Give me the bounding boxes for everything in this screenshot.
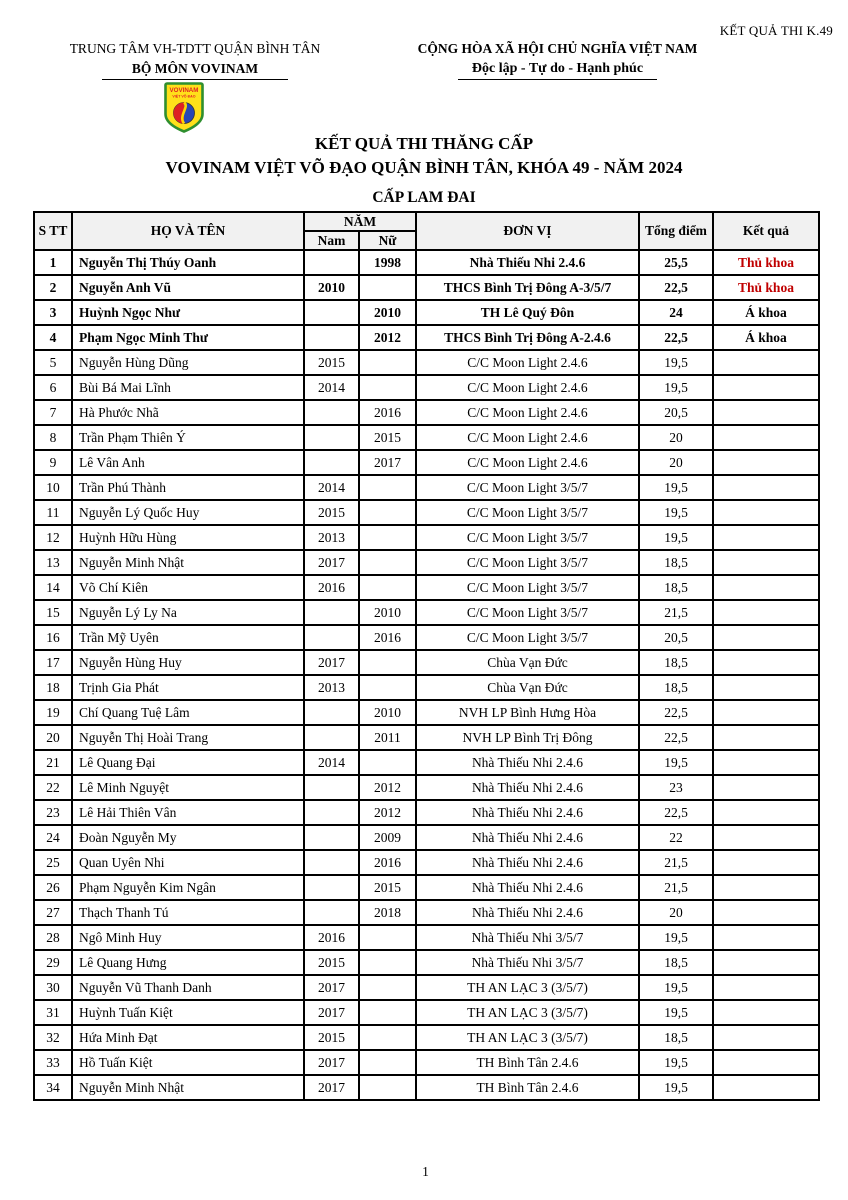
cell-name: Nguyễn Minh Nhật [72,1075,304,1100]
cell-stt: 21 [34,750,72,775]
cell-result [713,1025,819,1050]
cell-stt: 20 [34,725,72,750]
org-department: BỘ MÔN VOVINAM [102,61,288,80]
table-row [34,900,819,925]
cell-result [713,1075,819,1100]
col-header-unit: ĐƠN VỊ [416,212,639,250]
cell-name: Lê Vân Anh [72,450,304,475]
cell-stt: 33 [34,1050,72,1075]
cell-year-male: 2014 [304,375,359,400]
cell-year-male [304,725,359,750]
table-row [34,725,819,750]
cell-year-female [359,675,416,700]
cell-name: Lê Quang Đại [72,750,304,775]
cell-name: Đoàn Nguyễn My [72,825,304,850]
cell-year-female: 2016 [359,400,416,425]
cell-unit: C/C Moon Light 2.4.6 [416,450,639,475]
logo-text-line2: VIỆT VÕ ĐẠO [172,94,196,99]
cell-stt: 32 [34,1025,72,1050]
cell-stt: 27 [34,900,72,925]
cell-unit: C/C Moon Light 2.4.6 [416,400,639,425]
cell-year-male: 2015 [304,500,359,525]
cell-result [713,775,819,800]
cell-year-male: 2016 [304,925,359,950]
table-row [34,525,819,550]
cell-unit: Nhà Thiếu Nhi 2.4.6 [416,250,639,275]
table-row [34,1050,819,1075]
col-header-stt: S TT [34,212,72,250]
cell-name: Lê Minh Nguyệt [72,775,304,800]
cell-unit: Chùa Vạn Đức [416,650,639,675]
cell-total: 18,5 [639,550,713,575]
table-row [34,650,819,675]
table-row [34,875,819,900]
cell-year-female [359,1075,416,1100]
cell-year-female: 2010 [359,700,416,725]
cell-year-female [359,575,416,600]
cell-year-female [359,375,416,400]
cell-result [713,950,819,975]
cell-year-male: 2013 [304,675,359,700]
cell-year-female: 2015 [359,425,416,450]
cell-total: 25,5 [639,250,713,275]
cell-result [713,525,819,550]
cell-year-male: 2017 [304,1000,359,1025]
cell-total: 19,5 [639,500,713,525]
cell-stt: 16 [34,625,72,650]
cell-total: 22 [639,825,713,850]
cell-unit: Nhà Thiếu Nhi 2.4.6 [416,825,639,850]
cell-total: 22,5 [639,325,713,350]
page-number: 1 [422,1164,429,1179]
logo-text-line1: VOVINAM [169,87,199,94]
cell-name: Hà Phước Nhã [72,400,304,425]
cell-result [713,550,819,575]
cell-year-male [304,875,359,900]
table-row [34,925,819,950]
cell-stt: 2 [34,275,72,300]
cell-result [713,850,819,875]
cell-total: 24 [639,300,713,325]
col-header-year-male: Nam [304,231,359,250]
cell-unit: THCS Bình Trị Đông A-2.4.6 [416,325,639,350]
cell-unit: Nhà Thiếu Nhi 2.4.6 [416,800,639,825]
cell-year-male [304,600,359,625]
cell-stt: 30 [34,975,72,1000]
cell-unit: TH Bình Tân 2.4.6 [416,1050,639,1075]
cell-name: Trịnh Gia Phát [72,675,304,700]
cell-result [713,1000,819,1025]
cell-name: Phạm Nguyễn Kim Ngân [72,875,304,900]
cell-result [713,425,819,450]
cell-stt: 5 [34,350,72,375]
table-row [34,1025,819,1050]
cell-year-female: 2017 [359,450,416,475]
cell-year-male: 2015 [304,350,359,375]
cell-year-female [359,550,416,575]
cell-name: Nguyễn Thị Thúy Oanh [72,250,304,275]
cell-unit: Nhà Thiếu Nhi 2.4.6 [416,875,639,900]
table-row [34,850,819,875]
cell-year-female [359,500,416,525]
cell-result [713,800,819,825]
cell-result [713,575,819,600]
cell-result [713,350,819,375]
cell-stt: 28 [34,925,72,950]
document-title-line2: VOVINAM VIỆT VÕ ĐẠO QUẬN BÌNH TÂN, KHÓA 49 - NĂM 2024 [165,158,683,177]
cell-year-female: 2016 [359,625,416,650]
cell-year-male: 2017 [304,1050,359,1075]
cell-name: Nguyễn Minh Nhật [72,550,304,575]
cell-result: Á khoa [713,300,819,325]
cell-unit: Nhà Thiếu Nhi 3/5/7 [416,925,639,950]
cell-total: 19,5 [639,475,713,500]
col-header-result: Kết quả [713,212,819,250]
cell-year-male [304,250,359,275]
cell-unit: TH AN LẠC 3 (3/5/7) [416,1025,639,1050]
cell-stt: 22 [34,775,72,800]
cell-result [713,1050,819,1075]
cell-name: Chí Quang Tuệ Lâm [72,700,304,725]
cell-stt: 3 [34,300,72,325]
org-header [35,41,355,80]
cell-total: 20 [639,450,713,475]
cell-result [713,750,819,775]
table-row [34,675,819,700]
cell-stt: 29 [34,950,72,975]
cell-year-male: 2017 [304,1075,359,1100]
cell-unit: NVH LP Bình Trị Đông [416,725,639,750]
table-row [34,800,819,825]
cell-stt: 14 [34,575,72,600]
cell-total: 19,5 [639,525,713,550]
cell-year-male [304,400,359,425]
cell-total: 18,5 [639,650,713,675]
cell-total: 18,5 [639,575,713,600]
cell-year-male: 2010 [304,275,359,300]
table-row [34,600,819,625]
table-row [34,300,819,325]
cell-stt: 9 [34,450,72,475]
table-row [34,275,819,300]
cell-year-female: 1998 [359,250,416,275]
cell-name: Hồ Tuấn Kiệt [72,1050,304,1075]
cell-result [713,650,819,675]
col-header-name: HỌ VÀ TÊN [72,212,304,250]
cell-year-male [304,625,359,650]
cell-total: 21,5 [639,600,713,625]
cell-result [713,375,819,400]
table-row [34,575,819,600]
org-name: TRUNG TÂM VH-TDTT QUẬN BÌNH TÂN [69,41,321,56]
cell-year-female: 2011 [359,725,416,750]
cell-year-male: 2015 [304,1025,359,1050]
cell-year-male: 2016 [304,575,359,600]
cell-name: Trần Mỹ Uyên [72,625,304,650]
cell-year-male: 2013 [304,525,359,550]
cell-total: 19,5 [639,375,713,400]
cell-unit: Nhà Thiếu Nhi 2.4.6 [416,750,639,775]
national-motto-line2: Độc lập - Tự do - Hạnh phúc [458,61,657,80]
cell-name: Nguyễn Hùng Dũng [72,350,304,375]
section-title: CẤP LAM ĐAI [372,189,476,206]
cell-result [713,475,819,500]
cell-total: 19,5 [639,1050,713,1075]
cell-unit: Chùa Vạn Đức [416,675,639,700]
vovinam-logo-icon [164,82,204,133]
table-row [34,775,819,800]
cell-unit: Nhà Thiếu Nhi 2.4.6 [416,850,639,875]
cell-name: Lê Hải Thiên Vân [72,800,304,825]
cell-year-male [304,775,359,800]
table-row [34,750,819,775]
table-row [34,325,819,350]
document-title-line1: KẾT QUẢ THI THĂNG CẤP [314,134,534,153]
cell-total: 20 [639,425,713,450]
cell-stt: 13 [34,550,72,575]
cell-total: 19,5 [639,750,713,775]
cell-name: Nguyễn Lý Ly Na [72,600,304,625]
table-row [34,550,819,575]
cell-year-female [359,475,416,500]
cell-result [713,825,819,850]
cell-result [713,925,819,950]
cell-year-female [359,750,416,775]
table-row [34,475,819,500]
cell-unit: THCS Bình Trị Đông A-3/5/7 [416,275,639,300]
cell-year-female [359,950,416,975]
cell-year-female [359,1050,416,1075]
table-row [34,1000,819,1025]
cell-result [713,875,819,900]
cell-year-female [359,525,416,550]
cell-total: 18,5 [639,675,713,700]
table-row [34,950,819,975]
cell-year-female: 2010 [359,600,416,625]
col-header-year-female: Nữ [359,231,416,250]
cell-name: Trần Phú Thành [72,475,304,500]
cell-result [713,675,819,700]
cell-year-female [359,1000,416,1025]
cell-name: Huỳnh Ngọc Như [72,300,304,325]
table-row [34,1075,819,1100]
cell-stt: 18 [34,675,72,700]
corner-note: KẾT QUẢ THI K.49 [719,23,833,38]
cell-stt: 23 [34,800,72,825]
cell-result [713,900,819,925]
cell-year-male: 2017 [304,650,359,675]
cell-result: Thủ khoa [713,275,819,300]
cell-stt: 17 [34,650,72,675]
col-header-total: Tổng điểm [639,212,713,250]
cell-stt: 10 [34,475,72,500]
cell-year-female: 2015 [359,875,416,900]
cell-unit: TH AN LẠC 3 (3/5/7) [416,1000,639,1025]
cell-year-male: 2017 [304,975,359,1000]
cell-year-male [304,425,359,450]
cell-unit: C/C Moon Light 3/5/7 [416,575,639,600]
cell-unit: C/C Moon Light 3/5/7 [416,525,639,550]
cell-unit: C/C Moon Light 2.4.6 [416,425,639,450]
cell-total: 19,5 [639,975,713,1000]
cell-year-male: 2017 [304,550,359,575]
cell-name: Huỳnh Hữu Hùng [72,525,304,550]
cell-year-male [304,850,359,875]
cell-stt: 24 [34,825,72,850]
cell-result: Thủ khoa [713,250,819,275]
cell-year-male [304,450,359,475]
cell-unit: C/C Moon Light 3/5/7 [416,475,639,500]
table-row [34,975,819,1000]
cell-stt: 19 [34,700,72,725]
cell-name: Quan Uyên Nhi [72,850,304,875]
table-row [34,700,819,725]
results-table [33,211,820,1101]
cell-year-female [359,275,416,300]
cell-result [713,625,819,650]
cell-result [713,400,819,425]
cell-name: Nguyễn Hùng Huy [72,650,304,675]
results-table-body [34,250,819,1100]
cell-stt: 4 [34,325,72,350]
cell-total: 21,5 [639,875,713,900]
cell-stt: 26 [34,875,72,900]
cell-name: Lê Quang Hưng [72,950,304,975]
table-row [34,500,819,525]
table-row [34,625,819,650]
cell-total: 19,5 [639,925,713,950]
cell-name: Nguyễn Lý Quốc Huy [72,500,304,525]
cell-name: Huỳnh Tuấn Kiệt [72,1000,304,1025]
cell-unit: C/C Moon Light 2.4.6 [416,350,639,375]
cell-year-male: 2014 [304,475,359,500]
cell-name: Võ Chí Kiên [72,575,304,600]
document-title [0,132,848,180]
table-row [34,400,819,425]
cell-year-male [304,300,359,325]
cell-year-female: 2012 [359,775,416,800]
cell-year-female: 2010 [359,300,416,325]
cell-name: Nguyễn Vũ Thanh Danh [72,975,304,1000]
cell-stt: 7 [34,400,72,425]
cell-unit: Nhà Thiếu Nhi 2.4.6 [416,775,639,800]
cell-year-female: 2009 [359,825,416,850]
cell-year-male: 2014 [304,750,359,775]
table-row [34,425,819,450]
cell-year-female: 2016 [359,850,416,875]
cell-result [713,700,819,725]
cell-stt: 1 [34,250,72,275]
cell-name: Thạch Thanh Tú [72,900,304,925]
cell-total: 21,5 [639,850,713,875]
national-header [385,41,730,80]
cell-stt: 11 [34,500,72,525]
cell-name: Trần Phạm Thiên Ý [72,425,304,450]
cell-result [713,500,819,525]
cell-year-male: 2015 [304,950,359,975]
cell-unit: Nhà Thiếu Nhi 3/5/7 [416,950,639,975]
cell-unit: TH AN LẠC 3 (3/5/7) [416,975,639,1000]
cell-year-male [304,900,359,925]
col-header-year: NĂM [304,212,416,231]
cell-year-female [359,975,416,1000]
table-row [34,375,819,400]
cell-unit: C/C Moon Light 3/5/7 [416,550,639,575]
cell-result: Á khoa [713,325,819,350]
cell-year-female [359,350,416,375]
cell-total: 20,5 [639,400,713,425]
cell-year-female [359,925,416,950]
cell-result [713,725,819,750]
cell-total: 22,5 [639,800,713,825]
cell-result [713,975,819,1000]
cell-year-female [359,1025,416,1050]
cell-total: 22,5 [639,275,713,300]
cell-unit: C/C Moon Light 2.4.6 [416,375,639,400]
cell-name: Ngô Minh Huy [72,925,304,950]
cell-year-female: 2012 [359,800,416,825]
cell-total: 18,5 [639,1025,713,1050]
cell-total: 20,5 [639,625,713,650]
cell-unit: NVH LP Bình Hưng Hòa [416,700,639,725]
cell-stt: 31 [34,1000,72,1025]
cell-name: Hứa Minh Đạt [72,1025,304,1050]
cell-year-male [304,700,359,725]
table-row [34,450,819,475]
cell-unit: TH Lê Quý Đôn [416,300,639,325]
cell-year-female [359,650,416,675]
cell-year-male [304,325,359,350]
cell-unit: C/C Moon Light 3/5/7 [416,500,639,525]
cell-year-female: 2012 [359,325,416,350]
cell-total: 18,5 [639,950,713,975]
cell-unit: C/C Moon Light 3/5/7 [416,600,639,625]
cell-year-male [304,800,359,825]
cell-total: 19,5 [639,1000,713,1025]
cell-result [713,450,819,475]
cell-total: 20 [639,900,713,925]
cell-stt: 25 [34,850,72,875]
cell-name: Nguyễn Anh Vũ [72,275,304,300]
cell-stt: 34 [34,1075,72,1100]
table-row [34,350,819,375]
table-row [34,825,819,850]
cell-unit: Nhà Thiếu Nhi 2.4.6 [416,900,639,925]
cell-unit: C/C Moon Light 3/5/7 [416,625,639,650]
national-motto-line1: CỘNG HÒA XÃ HỘI CHỦ NGHĨA VIỆT NAM [417,41,698,56]
cell-year-male [304,825,359,850]
cell-year-female: 2018 [359,900,416,925]
cell-stt: 8 [34,425,72,450]
cell-name: Bùi Bá Mai Lĩnh [72,375,304,400]
cell-name: Phạm Ngọc Minh Thư [72,325,304,350]
cell-total: 19,5 [639,350,713,375]
cell-total: 22,5 [639,725,713,750]
table-row [34,250,819,275]
cell-total: 22,5 [639,700,713,725]
cell-name: Nguyễn Thị Hoài Trang [72,725,304,750]
cell-result [713,600,819,625]
cell-stt: 12 [34,525,72,550]
cell-stt: 6 [34,375,72,400]
cell-stt: 15 [34,600,72,625]
cell-total: 23 [639,775,713,800]
cell-unit: TH Bình Tân 2.4.6 [416,1075,639,1100]
results-table-header [34,212,819,250]
cell-total: 19,5 [639,1075,713,1100]
